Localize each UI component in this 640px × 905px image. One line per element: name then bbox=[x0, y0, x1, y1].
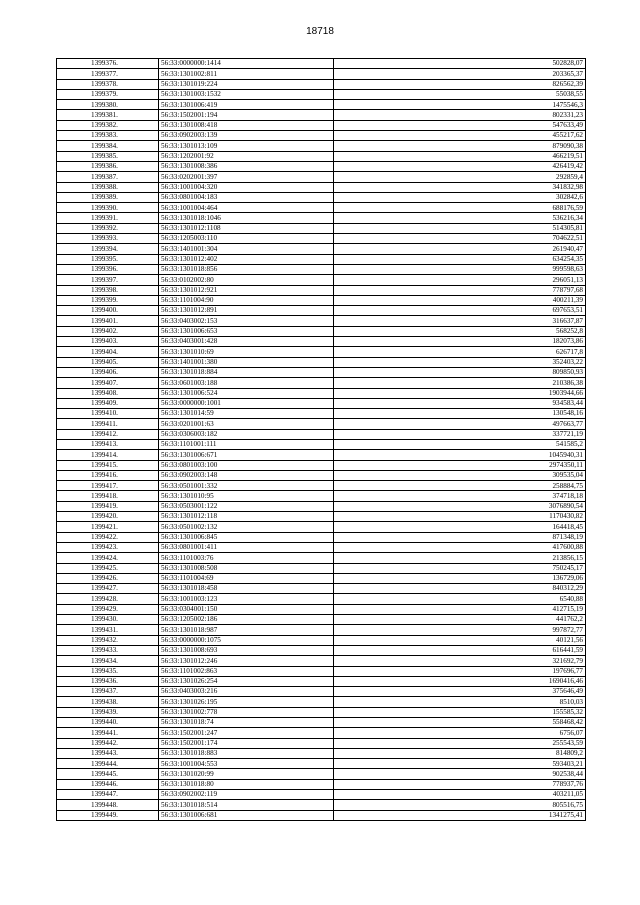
table-row bbox=[57, 615, 586, 625]
table-row bbox=[57, 234, 586, 244]
table-row bbox=[57, 275, 586, 285]
row-number: 1399437. bbox=[57, 687, 159, 697]
row-number: 1399448. bbox=[57, 800, 159, 810]
row-number: 1399442. bbox=[57, 738, 159, 748]
cadastral-value: 164418,45 bbox=[334, 522, 586, 532]
row-number: 1399415. bbox=[57, 460, 159, 470]
row-number: 1399417. bbox=[57, 481, 159, 491]
cadastral-number: 56:33:1101004:90 bbox=[159, 295, 334, 305]
row-number: 1399425. bbox=[57, 563, 159, 573]
cadastral-number: 56:33:0306003:182 bbox=[159, 429, 334, 439]
table-row bbox=[57, 254, 586, 264]
cadastral-number: 56:33:1301003:1532 bbox=[159, 89, 334, 99]
table-row bbox=[57, 553, 586, 563]
cadastral-value: 309535,04 bbox=[334, 470, 586, 480]
table-row bbox=[57, 367, 586, 377]
table-row bbox=[57, 110, 586, 120]
row-number: 1399379. bbox=[57, 89, 159, 99]
cadastral-value: 934583,44 bbox=[334, 398, 586, 408]
table-row bbox=[57, 378, 586, 388]
cadastral-value: 802331,23 bbox=[334, 110, 586, 120]
table-row bbox=[57, 810, 586, 820]
registry-table bbox=[56, 58, 586, 821]
table-row bbox=[57, 800, 586, 810]
table-row bbox=[57, 718, 586, 728]
cadastral-value: 778937,76 bbox=[334, 779, 586, 789]
cadastral-value: 3076890,54 bbox=[334, 501, 586, 511]
cadastral-value: 155585,32 bbox=[334, 707, 586, 717]
cadastral-value: 302842,6 bbox=[334, 192, 586, 202]
row-number: 1399436. bbox=[57, 676, 159, 686]
cadastral-number: 56:33:1301006:845 bbox=[159, 532, 334, 542]
cadastral-value: 2974350,11 bbox=[334, 460, 586, 470]
cadastral-value: 426419,42 bbox=[334, 161, 586, 171]
table-row bbox=[57, 69, 586, 79]
table-row bbox=[57, 542, 586, 552]
row-number: 1399383. bbox=[57, 131, 159, 141]
cadastral-number: 56:33:1001004:320 bbox=[159, 182, 334, 192]
table-row bbox=[57, 625, 586, 635]
cadastral-number: 56:33:1001004:553 bbox=[159, 759, 334, 769]
cadastral-value: 704622,51 bbox=[334, 234, 586, 244]
row-number: 1399398. bbox=[57, 285, 159, 295]
cadastral-number: 56:33:1301012:1108 bbox=[159, 223, 334, 233]
cadastral-number: 56:33:1101001:111 bbox=[159, 439, 334, 449]
row-number: 1399418. bbox=[57, 491, 159, 501]
cadastral-value: 871348,19 bbox=[334, 532, 586, 542]
cadastral-number: 56:33:0801001:411 bbox=[159, 542, 334, 552]
row-number: 1399419. bbox=[57, 501, 159, 511]
cadastral-number: 56:33:1301006:671 bbox=[159, 450, 334, 460]
table-row bbox=[57, 645, 586, 655]
cadastral-value: 502828,07 bbox=[334, 59, 586, 69]
row-number: 1399444. bbox=[57, 759, 159, 769]
table-row bbox=[57, 522, 586, 532]
cadastral-number: 56:33:1301012:891 bbox=[159, 306, 334, 316]
cadastral-value: 593403,21 bbox=[334, 759, 586, 769]
table-row bbox=[57, 223, 586, 233]
cadastral-value: 441762,2 bbox=[334, 615, 586, 625]
cadastral-number: 56:33:0501001:332 bbox=[159, 481, 334, 491]
cadastral-number: 56:33:0501002:132 bbox=[159, 522, 334, 532]
table-row bbox=[57, 656, 586, 666]
row-number: 1399420. bbox=[57, 512, 159, 522]
cadastral-value: 697653,51 bbox=[334, 306, 586, 316]
row-number: 1399447. bbox=[57, 790, 159, 800]
row-number: 1399411. bbox=[57, 419, 159, 429]
row-number: 1399401. bbox=[57, 316, 159, 326]
table-row bbox=[57, 59, 586, 69]
cadastral-number: 56:33:1301006:524 bbox=[159, 388, 334, 398]
table-row bbox=[57, 357, 586, 367]
cadastral-number: 56:33:1401001:380 bbox=[159, 357, 334, 367]
cadastral-number: 56:33:0403001:428 bbox=[159, 337, 334, 347]
table-row bbox=[57, 172, 586, 182]
table-row bbox=[57, 563, 586, 573]
table-row bbox=[57, 584, 586, 594]
cadastral-number: 56:33:0902002:119 bbox=[159, 790, 334, 800]
cadastral-number: 56:33:0304001:150 bbox=[159, 604, 334, 614]
row-number: 1399408. bbox=[57, 388, 159, 398]
cadastral-number: 56:33:1301026:195 bbox=[159, 697, 334, 707]
table-row bbox=[57, 285, 586, 295]
table-row bbox=[57, 409, 586, 419]
cadastral-value: 213856,15 bbox=[334, 553, 586, 563]
cadastral-number: 56:33:1301002:811 bbox=[159, 69, 334, 79]
table-row bbox=[57, 604, 586, 614]
cadastral-number: 56:33:1202001:92 bbox=[159, 151, 334, 161]
table-row bbox=[57, 316, 586, 326]
cadastral-number: 56:33:1001004:464 bbox=[159, 203, 334, 213]
page-number: 18718 bbox=[306, 26, 334, 37]
cadastral-value: 130548,16 bbox=[334, 409, 586, 419]
cadastral-value: 1903944,66 bbox=[334, 388, 586, 398]
row-number: 1399388. bbox=[57, 182, 159, 192]
row-number: 1399435. bbox=[57, 666, 159, 676]
cadastral-value: 412715,19 bbox=[334, 604, 586, 614]
cadastral-number: 56:33:1301006:419 bbox=[159, 100, 334, 110]
cadastral-value: 261940,47 bbox=[334, 244, 586, 254]
cadastral-value: 814809,2 bbox=[334, 748, 586, 758]
table-row bbox=[57, 388, 586, 398]
cadastral-number: 56:33:1301012:402 bbox=[159, 254, 334, 264]
cadastral-value: 375646,49 bbox=[334, 687, 586, 697]
row-number: 1399380. bbox=[57, 100, 159, 110]
row-number: 1399396. bbox=[57, 264, 159, 274]
row-number: 1399449. bbox=[57, 810, 159, 820]
table-row bbox=[57, 748, 586, 758]
cadastral-number: 56:33:1301018:987 bbox=[159, 625, 334, 635]
row-number: 1399399. bbox=[57, 295, 159, 305]
cadastral-value: 997872,77 bbox=[334, 625, 586, 635]
cadastral-value: 568252,8 bbox=[334, 326, 586, 336]
table-row bbox=[57, 450, 586, 460]
row-number: 1399443. bbox=[57, 748, 159, 758]
cadastral-number: 56:33:1401001:304 bbox=[159, 244, 334, 254]
row-number: 1399427. bbox=[57, 584, 159, 594]
cadastral-value: 750245,17 bbox=[334, 563, 586, 573]
table-row bbox=[57, 532, 586, 542]
cadastral-number: 56:33:1205002:186 bbox=[159, 615, 334, 625]
cadastral-number: 56:33:1001003:123 bbox=[159, 594, 334, 604]
row-number: 1399422. bbox=[57, 532, 159, 542]
cadastral-value: 292859,4 bbox=[334, 172, 586, 182]
cadastral-number: 56:33:0902003:139 bbox=[159, 131, 334, 141]
cadastral-number: 56:33:1301026:254 bbox=[159, 676, 334, 686]
row-number: 1399421. bbox=[57, 522, 159, 532]
table-row bbox=[57, 460, 586, 470]
cadastral-value: 466219,51 bbox=[334, 151, 586, 161]
table-row bbox=[57, 131, 586, 141]
cadastral-value: 55038,55 bbox=[334, 89, 586, 99]
row-number: 1399445. bbox=[57, 769, 159, 779]
row-number: 1399431. bbox=[57, 625, 159, 635]
row-number: 1399381. bbox=[57, 110, 159, 120]
cadastral-value: 536216,34 bbox=[334, 213, 586, 223]
table-row bbox=[57, 666, 586, 676]
table-row bbox=[57, 481, 586, 491]
cadastral-number: 56:33:1101002:863 bbox=[159, 666, 334, 676]
cadastral-number: 56:33:1301014:59 bbox=[159, 409, 334, 419]
table-row bbox=[57, 594, 586, 604]
cadastral-number: 56:33:1301018:884 bbox=[159, 367, 334, 377]
row-number: 1399382. bbox=[57, 120, 159, 130]
row-number: 1399395. bbox=[57, 254, 159, 264]
cadastral-value: 316637,87 bbox=[334, 316, 586, 326]
row-number: 1399409. bbox=[57, 398, 159, 408]
cadastral-number: 56:33:0000000:1001 bbox=[159, 398, 334, 408]
row-number: 1399430. bbox=[57, 615, 159, 625]
table-row bbox=[57, 182, 586, 192]
cadastral-number: 56:33:0601003:188 bbox=[159, 378, 334, 388]
table-row bbox=[57, 120, 586, 130]
cadastral-number: 56:33:0201001:63 bbox=[159, 419, 334, 429]
table-row bbox=[57, 192, 586, 202]
table-row bbox=[57, 759, 586, 769]
cadastral-value: 826562,39 bbox=[334, 79, 586, 89]
row-number: 1399377. bbox=[57, 69, 159, 79]
table-row bbox=[57, 779, 586, 789]
row-number: 1399406. bbox=[57, 367, 159, 377]
row-number: 1399412. bbox=[57, 429, 159, 439]
cadastral-value: 6756,07 bbox=[334, 728, 586, 738]
row-number: 1399394. bbox=[57, 244, 159, 254]
row-number: 1399390. bbox=[57, 203, 159, 213]
cadastral-number: 56:33:1301010:95 bbox=[159, 491, 334, 501]
table-row bbox=[57, 707, 586, 717]
table-row bbox=[57, 398, 586, 408]
cadastral-value: 203365,37 bbox=[334, 69, 586, 79]
row-number: 1399378. bbox=[57, 79, 159, 89]
cadastral-value: 403211,05 bbox=[334, 790, 586, 800]
cadastral-value: 879090,38 bbox=[334, 141, 586, 151]
row-number: 1399423. bbox=[57, 542, 159, 552]
cadastral-value: 999598,63 bbox=[334, 264, 586, 274]
table-row bbox=[57, 337, 586, 347]
row-number: 1399393. bbox=[57, 234, 159, 244]
table-row bbox=[57, 491, 586, 501]
cadastral-number: 56:33:1301018:514 bbox=[159, 800, 334, 810]
row-number: 1399438. bbox=[57, 697, 159, 707]
cadastral-value: 197696,77 bbox=[334, 666, 586, 676]
cadastral-number: 56:33:1301018:883 bbox=[159, 748, 334, 758]
cadastral-number: 56:33:1502001:174 bbox=[159, 738, 334, 748]
cadastral-number: 56:33:1301018:1046 bbox=[159, 213, 334, 223]
cadastral-number: 56:33:0102002:80 bbox=[159, 275, 334, 285]
row-number: 1399404. bbox=[57, 347, 159, 357]
cadastral-value: 296051,13 bbox=[334, 275, 586, 285]
table-row bbox=[57, 470, 586, 480]
cadastral-value: 688176,59 bbox=[334, 203, 586, 213]
table-row bbox=[57, 738, 586, 748]
cadastral-value: 455217,62 bbox=[334, 131, 586, 141]
cadastral-number: 56:33:1301013:109 bbox=[159, 141, 334, 151]
cadastral-value: 558468,42 bbox=[334, 718, 586, 728]
cadastral-value: 1170430,82 bbox=[334, 512, 586, 522]
row-number: 1399402. bbox=[57, 326, 159, 336]
row-number: 1399410. bbox=[57, 409, 159, 419]
row-number: 1399392. bbox=[57, 223, 159, 233]
cadastral-value: 616441,59 bbox=[334, 645, 586, 655]
table-row bbox=[57, 79, 586, 89]
row-number: 1399440. bbox=[57, 718, 159, 728]
registry-table-body bbox=[57, 59, 586, 821]
table-row bbox=[57, 439, 586, 449]
row-number: 1399428. bbox=[57, 594, 159, 604]
table-row bbox=[57, 141, 586, 151]
table-row bbox=[57, 687, 586, 697]
cadastral-value: 255543,59 bbox=[334, 738, 586, 748]
cadastral-number: 56:33:1301006:681 bbox=[159, 810, 334, 820]
table-row bbox=[57, 676, 586, 686]
cadastral-value: 341832,98 bbox=[334, 182, 586, 192]
cadastral-number: 56:33:0000000:1075 bbox=[159, 635, 334, 645]
cadastral-number: 56:33:1301018:458 bbox=[159, 584, 334, 594]
cadastral-value: 210386,38 bbox=[334, 378, 586, 388]
cadastral-number: 56:33:0902003:148 bbox=[159, 470, 334, 480]
cadastral-number: 56:33:1502001:247 bbox=[159, 728, 334, 738]
row-number: 1399446. bbox=[57, 779, 159, 789]
table-row bbox=[57, 295, 586, 305]
row-number: 1399385. bbox=[57, 151, 159, 161]
cadastral-value: 809850,93 bbox=[334, 367, 586, 377]
cadastral-number: 56:33:0403003:216 bbox=[159, 687, 334, 697]
row-number: 1399424. bbox=[57, 553, 159, 563]
cadastral-value: 258884,75 bbox=[334, 481, 586, 491]
table-row bbox=[57, 244, 586, 254]
cadastral-number: 56:33:0403002:153 bbox=[159, 316, 334, 326]
cadastral-number: 56:33:0000000:1414 bbox=[159, 59, 334, 69]
table-row bbox=[57, 697, 586, 707]
row-number: 1399434. bbox=[57, 656, 159, 666]
table-row bbox=[57, 347, 586, 357]
row-number: 1399391. bbox=[57, 213, 159, 223]
table-row bbox=[57, 306, 586, 316]
cadastral-number: 56:33:1301008:508 bbox=[159, 563, 334, 573]
cadastral-value: 374718,18 bbox=[334, 491, 586, 501]
table-row bbox=[57, 203, 586, 213]
cadastral-number: 56:33:1205003:110 bbox=[159, 234, 334, 244]
cadastral-value: 840312,29 bbox=[334, 584, 586, 594]
cadastral-number: 56:33:1301018:74 bbox=[159, 718, 334, 728]
row-number: 1399429. bbox=[57, 604, 159, 614]
cadastral-value: 514305,81 bbox=[334, 223, 586, 233]
cadastral-number: 56:33:1101004:69 bbox=[159, 573, 334, 583]
table-row bbox=[57, 151, 586, 161]
table-row bbox=[57, 161, 586, 171]
cadastral-number: 56:33:1301020:99 bbox=[159, 769, 334, 779]
row-number: 1399426. bbox=[57, 573, 159, 583]
cadastral-number: 56:33:1301019:224 bbox=[159, 79, 334, 89]
cadastral-number: 56:33:0503001:122 bbox=[159, 501, 334, 511]
row-number: 1399432. bbox=[57, 635, 159, 645]
table-row bbox=[57, 264, 586, 274]
row-number: 1399389. bbox=[57, 192, 159, 202]
cadastral-value: 1690416,46 bbox=[334, 676, 586, 686]
cadastral-number: 56:33:0801004:183 bbox=[159, 192, 334, 202]
row-number: 1399439. bbox=[57, 707, 159, 717]
row-number: 1399397. bbox=[57, 275, 159, 285]
row-number: 1399387. bbox=[57, 172, 159, 182]
row-number: 1399414. bbox=[57, 450, 159, 460]
cadastral-value: 321692,79 bbox=[334, 656, 586, 666]
row-number: 1399386. bbox=[57, 161, 159, 171]
cadastral-number: 56:33:1301018:80 bbox=[159, 779, 334, 789]
cadastral-value: 541585,2 bbox=[334, 439, 586, 449]
cadastral-value: 547633,49 bbox=[334, 120, 586, 130]
table-row bbox=[57, 635, 586, 645]
row-number: 1399433. bbox=[57, 645, 159, 655]
cadastral-value: 182073,86 bbox=[334, 337, 586, 347]
table-row bbox=[57, 728, 586, 738]
cadastral-number: 56:33:1301018:856 bbox=[159, 264, 334, 274]
cadastral-value: 1045940,31 bbox=[334, 450, 586, 460]
cadastral-value: 1341275,41 bbox=[334, 810, 586, 820]
cadastral-number: 56:33:1301002:778 bbox=[159, 707, 334, 717]
cadastral-number: 56:33:1301008:693 bbox=[159, 645, 334, 655]
cadastral-number: 56:33:1301012:118 bbox=[159, 512, 334, 522]
table-row bbox=[57, 89, 586, 99]
cadastral-value: 634254,35 bbox=[334, 254, 586, 264]
cadastral-number: 56:33:0202001:397 bbox=[159, 172, 334, 182]
cadastral-value: 40121,56 bbox=[334, 635, 586, 645]
cadastral-number: 56:33:1502001:194 bbox=[159, 110, 334, 120]
row-number: 1399405. bbox=[57, 357, 159, 367]
cadastral-value: 337721,19 bbox=[334, 429, 586, 439]
cadastral-value: 400211,39 bbox=[334, 295, 586, 305]
cadastral-value: 6540,88 bbox=[334, 594, 586, 604]
row-number: 1399441. bbox=[57, 728, 159, 738]
row-number: 1399400. bbox=[57, 306, 159, 316]
cadastral-value: 805516,75 bbox=[334, 800, 586, 810]
table-row bbox=[57, 429, 586, 439]
row-number: 1399416. bbox=[57, 470, 159, 480]
table-row bbox=[57, 326, 586, 336]
cadastral-number: 56:33:1301008:386 bbox=[159, 161, 334, 171]
row-number: 1399413. bbox=[57, 439, 159, 449]
cadastral-value: 417600,88 bbox=[334, 542, 586, 552]
cadastral-value: 1475546,3 bbox=[334, 100, 586, 110]
table-row bbox=[57, 769, 586, 779]
cadastral-value: 497663,77 bbox=[334, 419, 586, 429]
table-row bbox=[57, 100, 586, 110]
row-number: 1399384. bbox=[57, 141, 159, 151]
cadastral-value: 626717,8 bbox=[334, 347, 586, 357]
cadastral-number: 56:33:0801003:100 bbox=[159, 460, 334, 470]
table-row bbox=[57, 501, 586, 511]
cadastral-value: 352403,22 bbox=[334, 357, 586, 367]
cadastral-value: 136729,06 bbox=[334, 573, 586, 583]
cadastral-number: 56:33:1301012:246 bbox=[159, 656, 334, 666]
table-row bbox=[57, 512, 586, 522]
cadastral-number: 56:33:1301006:653 bbox=[159, 326, 334, 336]
cadastral-number: 56:33:1301010:69 bbox=[159, 347, 334, 357]
table-row bbox=[57, 790, 586, 800]
table-row bbox=[57, 213, 586, 223]
table-row bbox=[57, 573, 586, 583]
cadastral-value: 902538,44 bbox=[334, 769, 586, 779]
cadastral-number: 56:33:1301012:921 bbox=[159, 285, 334, 295]
cadastral-number: 56:33:1101003:76 bbox=[159, 553, 334, 563]
cadastral-number: 56:33:1301008:418 bbox=[159, 120, 334, 130]
cadastral-value: 778797,68 bbox=[334, 285, 586, 295]
cadastral-value: 8510,03 bbox=[334, 697, 586, 707]
row-number: 1399407. bbox=[57, 378, 159, 388]
row-number: 1399376. bbox=[57, 59, 159, 69]
table-row bbox=[57, 419, 586, 429]
row-number: 1399403. bbox=[57, 337, 159, 347]
